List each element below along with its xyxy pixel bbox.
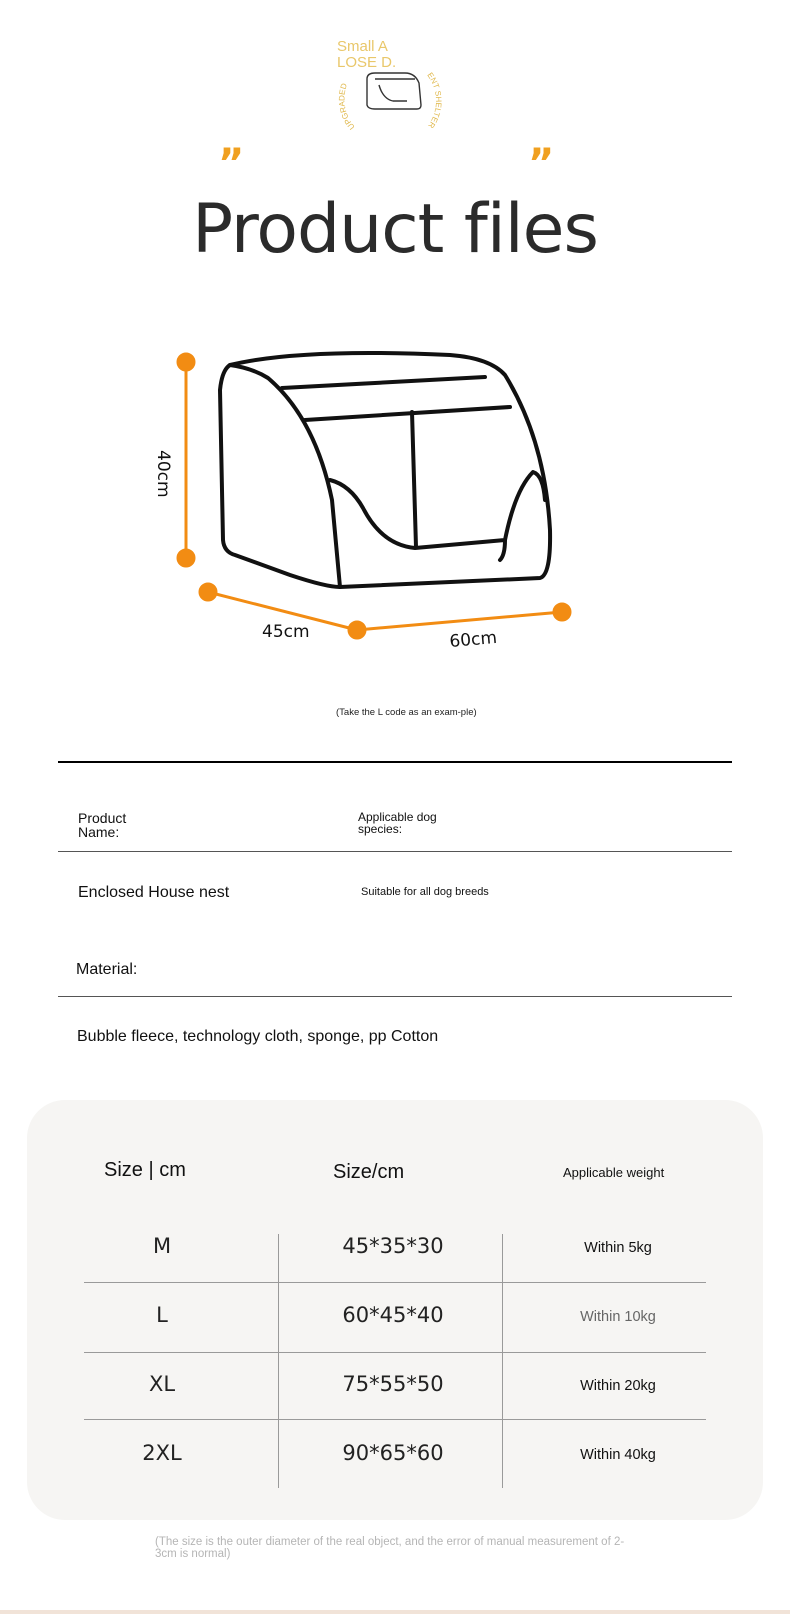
dims-cell: 75*55*50 [342,1372,444,1396]
example-note: (Take the L code as an exam-ple) [336,707,477,718]
material-rule [58,996,732,997]
size-cell: XL [148,1372,176,1396]
close-quote-mark: ” [528,141,555,187]
section-top-rule [58,761,732,763]
weight-cell: Within 40kg [580,1447,656,1463]
material-value: Bubble fleece, technology cloth, sponge, pp Cotton [77,1028,439,1045]
logo-line2: LOSE D. [337,54,397,71]
svg-text:ENT SHELTER [425,71,443,130]
logo-line1: Small A [337,38,388,55]
depth-label: 45cm [262,622,310,642]
material-label: Material: [76,961,138,978]
col-divider-2 [502,1234,503,1488]
dims-cell: 90*65*60 [342,1441,444,1465]
height-bottom-dot [178,550,194,566]
height-top-dot [178,354,194,370]
page-title: Product files [192,190,598,269]
width-end-dot [554,604,570,620]
size-cell: M [152,1234,172,1258]
col-divider-1 [278,1234,279,1488]
pet-house-icon [367,73,421,109]
size-footnote: (The size is the outer diameter of the real object, and the error of manual measurement of 2-3cm is normal) [155,1536,625,1560]
weight-cell: Within 5kg [584,1240,652,1256]
size-cell: L [156,1303,168,1327]
product-dimension-diagram [150,350,590,670]
row-divider-1 [84,1282,706,1283]
height-label: 40cm [153,450,173,498]
row-divider-2 [84,1352,706,1353]
size-cell: 2XL [142,1441,182,1465]
width-label: 60cm [448,627,498,652]
weight-cell: Within 10kg [580,1309,656,1325]
row-divider-3 [84,1419,706,1420]
dims-cell: 60*45*40 [342,1303,444,1327]
product-name-value: Enclosed House nest [78,884,230,901]
dims-cell: 45*35*30 [342,1234,444,1258]
species-value: Suitable for all dog breeds [361,886,489,898]
weight-cell: Within 20kg [580,1378,656,1394]
product-name-rule [58,851,732,852]
brand-logo [335,35,450,135]
dims-header: Size/cm [333,1161,405,1183]
product-name-label: Product Name: [78,810,127,840]
dimension-lines [178,354,570,638]
pet-house-drawing [220,353,550,587]
logo-ring-right: ENT SHELTER [425,70,444,130]
bottom-strip [0,1610,790,1614]
size-header: Size | cm [104,1159,186,1181]
logo-ring-left: UPGRADED [337,82,357,132]
depth-start-dot [200,584,216,600]
weight-header: Applicable weight [563,1165,665,1180]
corner-dot [349,622,365,638]
species-label: Applicable dog species: [358,810,437,836]
open-quote-mark: ” [218,141,245,187]
